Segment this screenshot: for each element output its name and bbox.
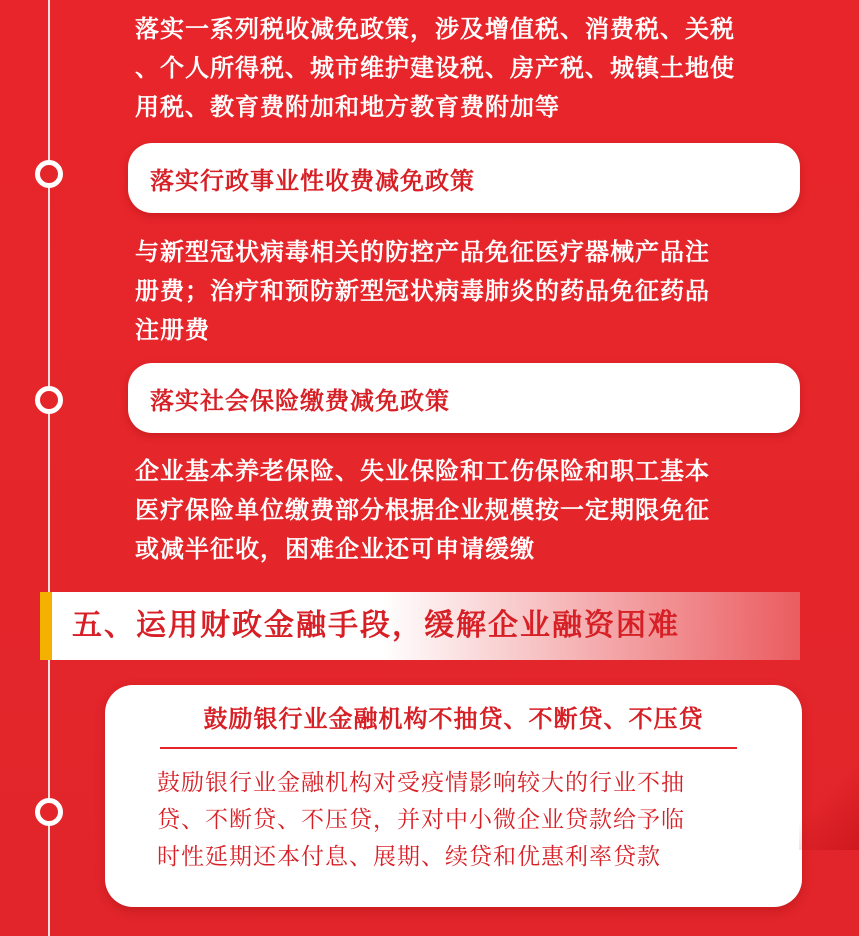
fee-relief-heading: 落实行政事业性收费减免政策 [150, 166, 475, 195]
tax-relief-text: 落实一系列税收减免政策，涉及增值税、消费税、关税 、个人所得税、城市维护建设税、房产税、城镇土地使 用税、教育费附加和地方教育费附加等 [135, 15, 735, 121]
fee-relief-text: 与新型冠状病毒相关的防控产品免征医疗器械产品注 册费；治疗和预防新型冠状病毒肺炎的药品免征药品 注册费 [135, 238, 710, 344]
social-insurance-heading: 落实社会保险缴费减免政策 [150, 386, 450, 415]
social-insurance-text: 企业基本养老保险、失业保险和工伤保险和职工基本 医疗保险单位缴费部分根据企业规模按一定期限免征 或减半征收，困难企业还可申请缓缴 [135, 457, 710, 563]
timeline-node [35, 160, 63, 188]
decorative-shape [799, 760, 859, 850]
section-accent-bar [40, 592, 52, 660]
bank-loan-text: 鼓励银行业金融机构对受疫情影响较大的行业不抽 贷、不断贷、不压贷，并对中小微企业贷款给予临 时性延期还本付息、展期、续贷和优惠利率贷款 [157, 770, 685, 870]
card-divider [160, 747, 737, 749]
section-five-banner [40, 592, 800, 660]
section-five-title: 五、运用财政金融手段，缓解企业融资困难 [72, 608, 680, 643]
timeline-node [35, 798, 63, 826]
bank-loan-card [105, 685, 802, 907]
timeline-node [35, 386, 63, 414]
bank-loan-heading: 鼓励银行业金融机构不抽贷、不断贷、不压贷 [203, 705, 704, 733]
social-insurance-heading-pill [128, 363, 800, 433]
timeline-line [48, 0, 50, 936]
fee-relief-heading-pill [128, 143, 800, 213]
